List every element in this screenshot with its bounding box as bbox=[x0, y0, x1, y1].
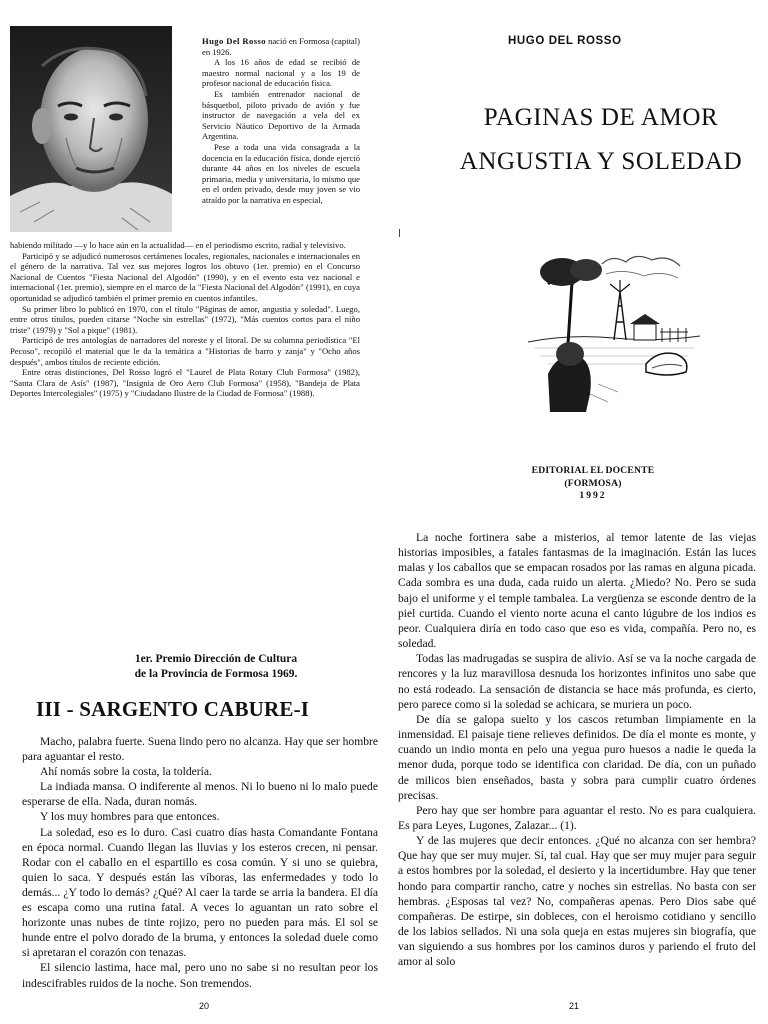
book-title bbox=[434, 96, 768, 184]
story-paragraph: Todas las madrugadas se suspira de alivio. Así se va la noche cargada de rencores y la luz maravillosa desnuda los horizontes infinitos uno sabe que no está rodeado. La sensación de distancia se hace más profunda, es cierto, pero parece como si la soledad se achicara, se muriera un poco. bbox=[398, 652, 756, 711]
story-paragraph: Y de las mujeres que decir entonces. ¿Qué no alcanza con ser hembra? Que hay que ser muy mujer. Sí, tal cual. Hay que ser muy mujer para seguir a estos hombres por la soledad, el desierto y la incertidumbre. Hay que tener hondo para compartir rancho, catre y noches sin estrellas. No basta con ser hembras. ¿Esposas tal vez? No, compañeras apenas. Pero Dios sabe qué compañeras. De estirpe, sin dobleces, con el heroismo cotidiano y sencillo de los labios sellados. Ni una sola queja en estas mujeres sin biografía, que van siguiendo a sus hombres por los caminos duros y pariendo el fruto del amor al solo bbox=[398, 834, 756, 969]
bio-paragraph: Participó de tres antologías de narradores del noreste y el litoral. De su columna periodística "El Pecoso", recopiló el material que le da la temática a "Historias de barro y zanja" y "Ocho años después", ambos títulos de reciente edición. bbox=[10, 335, 360, 367]
cover-illustration bbox=[528, 244, 700, 416]
story-paragraph: La indiada mansa. O indiferente al menos. Ni lo bueno ni lo malo puede esperarse de ella. Nada, duran nomás. bbox=[22, 780, 378, 809]
bio-paragraph: Participó y se adjudicó numerosos certámenes locales, regionales, nacionales e internacionales en el género de la narrativa. Tal vez sus mejores logros los obtuvo (1er. premio) en el Concurso Nacional de Cuentos "Fiesta Nacional del Algodón" (1990), y en el evento esta vez nacional e internacional (1er. premio), siempre en el marco de la "Fiesta Nacional del Algodón" (1991), en cuya oportunidad se adjudicó también el primer premio en cuentos infantiles. bbox=[10, 250, 360, 303]
publisher-block bbox=[508, 465, 678, 503]
author-portrait bbox=[10, 26, 172, 232]
story-paragraph: Y los muy hombres para que entonces. bbox=[40, 810, 220, 824]
bio-birth-text: nació en Formosa (capital) en 1926. bbox=[202, 36, 360, 57]
chapter-title: III - SARGENTO CABURE-I bbox=[36, 697, 310, 721]
story-paragraph: La soledad, eso es lo duro. Casi cuatro días hasta Comandante Fontana en época normal. Cuando llegan las lluvias y los esteros crecen, ni pensar. Rodar con el caballo en el espartillo es cosa común. Y si uno se quiebra, quien lo saca. Y después están las víboras, las enfermedades y todo lo demás... ¿Y todo lo demás? ¿Qué? Al caer la tarde se arria la bandera. El día es escapa como una rutina fatal. A veces lo aguantan un rato sobre el horizonte unas nubes de tinte rojizo, pero no pueden para más. El sol se hunde entre el polvo dorado de la bruma, y entonces la soledad duele como si apretaran el corazón con tenazas. bbox=[22, 825, 378, 960]
bio-paragraph bbox=[202, 36, 360, 57]
author-bio-full bbox=[10, 240, 360, 399]
bio-paragraph: Pese a toda una vida consagrada a la docencia en la educación física, donde ejerció durante 44 años en los niveles de escuela primaria, media y universitaria, lo mismo que en el orden privado, desde muy joven se vio atraído por la narrativa en especial, bbox=[202, 141, 360, 205]
story-paragraph: Ahí nomás sobre la costa, la toldería. bbox=[40, 765, 212, 779]
page-number: 21 bbox=[568, 1001, 579, 1011]
book-author: HUGO DEL ROSSO bbox=[508, 35, 622, 47]
publisher-name: EDITORIAL EL DOCENTE bbox=[531, 465, 655, 476]
story-paragraph: La noche fortinera sabe a misterios, al temor latente de las viejas historias imposibles, a fatales fantasmas de la imaginación. Están las luces malas y los caballos que se empacan rosados por las ramas en alguna picada. Cada sombra es una duda, cada ruido un alerta. ¿Miedo? No. Pero se suda bajo el uniforme y el temple tambalea. La vergüenza se esconde dentro de la piel curtida. Cuando el viento norte acuna el canto lúgubre de los indios es peor. Cualquiera diría en todo caso que eso es vida, compañía. Pero no, es soledad. bbox=[398, 531, 756, 651]
bio-paragraph: Entre otras distinciones, Del Rosso logró el "Laurel de Plata Rotary Club Formosa" (1982), "Santa Clara de Asís" (1987), "Insignia de Oro Aero Club Formosa" (1958), "Bandeja de Plata Deportes Intercolegiales" (1975) y "Ciudadano Ilustre de la Ciudad de Formosa" (1988). bbox=[10, 367, 360, 399]
bio-author-name: Hugo Del Rosso bbox=[202, 36, 266, 46]
publisher-year: 1992 bbox=[579, 490, 607, 501]
story-text-right bbox=[398, 530, 756, 970]
book-title-line: PAGINAS DE AMOR bbox=[483, 104, 719, 131]
story-paragraph: El silencio lastima, hace mal, pero uno no sabe si no resultan peor los indescifrables ruidos de la noche. Son tremendos. bbox=[22, 961, 378, 990]
right-page bbox=[384, 0, 768, 1024]
bio-paragraph: A los 16 años de edad se recibió de maestro normal nacional y a los 19 de profesor nacional de educación física. bbox=[202, 57, 360, 89]
story-paragraph: Macho, palabra fuerte. Suena lindo pero no alcanza. Hay que ser hombre para aguantar el resto. bbox=[22, 735, 379, 764]
story-text-left bbox=[22, 734, 378, 991]
page-number: 20 bbox=[198, 1001, 209, 1011]
author-bio-side bbox=[202, 36, 360, 206]
award-line: 1er. Premio Dirección de Cultura bbox=[134, 653, 298, 665]
story-paragraph: Pero hay que ser hombre para aguantar el resto. No es para cualquiera. Es para Leyes, Lugones, Zalazar... (1). bbox=[398, 803, 756, 832]
book-title-line: ANGUSTIA Y SOLEDAD bbox=[459, 148, 743, 175]
award-note bbox=[96, 652, 336, 682]
bio-paragraph: Su primer libro lo publicó en 1970, con el título "Páginas de amor, angustia y soledad". Luego, entre otros títulos, pueden citarse "Noche sin estrellas" (1972), "Más cuentos cortos para el niño triste" (1979) y "Sol a pique" (1981). bbox=[10, 303, 360, 335]
scan-mark bbox=[399, 229, 400, 237]
publisher-city: (FORMOSA) bbox=[564, 477, 622, 489]
award-line: de la Provincia de Formosa 1969. bbox=[134, 668, 298, 680]
story-paragraph: De día se galopa suelto y los cascos retumban limpiamente en la inmensidad. El paisaje tiene relieves definidos. De día el monte es monte, y cuando un indio monta en pelo una yegua puro huesos a nadie le queda la menor duda, porque todo se identifica con claridad. De día, con un puñado de milicos bien enseñados, basta y sobra para cumplir cuatro órdenes precisas. bbox=[398, 712, 756, 802]
bio-paragraph: habiendo militado —y lo hace aún en la actualidad— en el periodismo escrito, radial y televisivo. bbox=[10, 240, 346, 250]
bio-paragraph: Es también entrenador nacional de básquetbol, piloto privado de avión y fue instructor de navegación a vela del ex Servicio Náutico Deportivo de la Armada Argentina. bbox=[202, 88, 360, 142]
